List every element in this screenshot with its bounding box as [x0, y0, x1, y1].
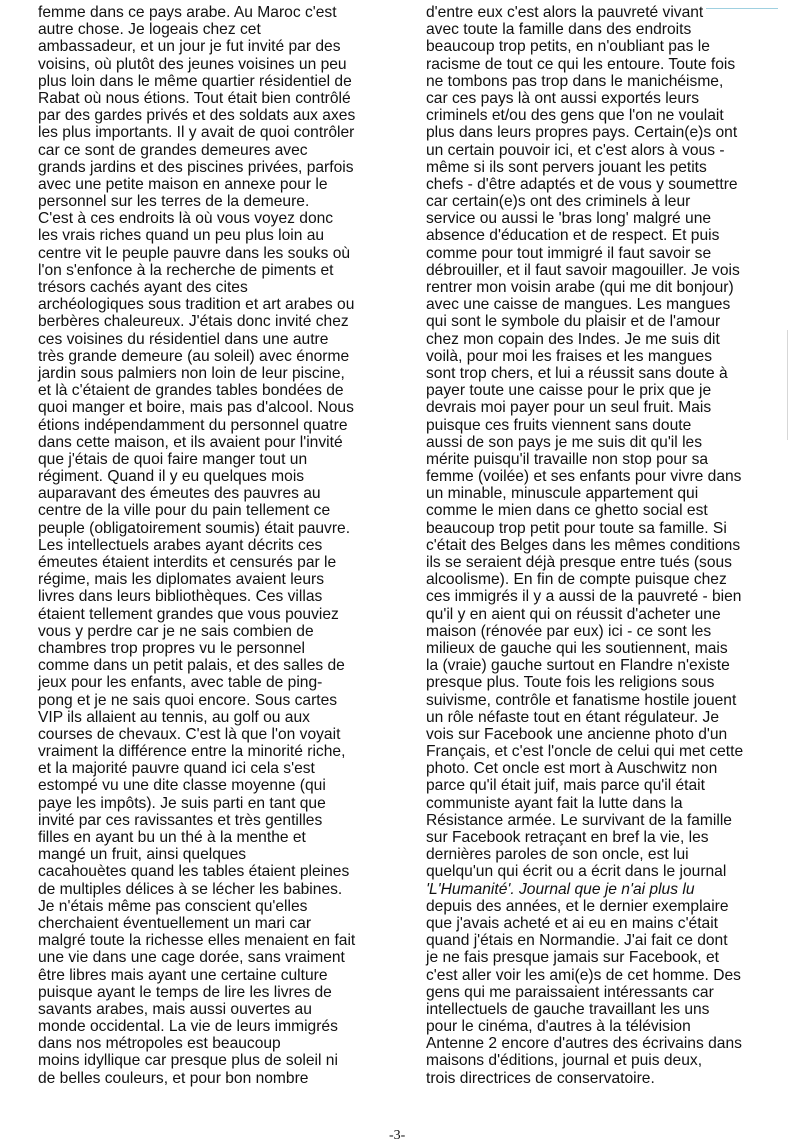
text-line: un minable, minuscule appartement qui: [426, 485, 699, 503]
text-line: chefs - d'être adaptés et de vous y soumettre: [426, 175, 738, 193]
text-line: maison (rénovée par eux) ici - ce sont les: [426, 622, 712, 640]
text-line: racisme de tout ce qui les entoure. Toute fois: [426, 55, 736, 73]
text-line: depuis des années, et le dernier exemplaire: [426, 897, 729, 915]
text-line: avec toute la famille dans des endroits: [426, 21, 692, 39]
text-line: comme le mien dans ce ghetto social est: [426, 502, 708, 520]
text-line: être libres mais ayant une certaine culture: [38, 966, 328, 984]
text-line: chambres trop propres vu le personnel: [38, 639, 305, 657]
text-line: sur Facebook retraçant en bref la vie, les: [426, 829, 709, 846]
text-line: c'est aller voir les ami(e)s de cet homme. Des: [426, 966, 741, 984]
text-line: maisons d'éditions, journal et puis deux,: [426, 1052, 703, 1070]
text-line: sont trop chers, et lui a réussit sans doute à: [426, 364, 728, 382]
text-line: savants arabes, mais aussi ouvertes au: [38, 1000, 312, 1018]
text-line: que j'étais de quoi faire manger tout un: [38, 450, 308, 468]
text-line: femme (voilée) et ses enfants pour vivre dans: [426, 468, 742, 486]
text-line: milieux de gauche qui les soutiennent, mais: [426, 639, 728, 657]
text-line: estompé vu une dite classe moyenne (qui: [38, 777, 326, 795]
text-line: jeux pour les enfants, avec table de ping-: [38, 674, 323, 692]
text-line: la (vraie) gauche surtout en Flandre n'existe: [426, 657, 730, 675]
text-line: beaucoup trop petits, en n'oubliant pas le: [426, 38, 710, 56]
text-line: car ces pays là ont aussi exportés leurs: [426, 89, 700, 107]
text-line: Je n'étais même pas conscient qu'elles: [38, 897, 308, 915]
text-line: très grande demeure (au soleil) avec énorme: [38, 347, 350, 365]
text-line: autre chose. Je logeais chez cet: [38, 21, 261, 39]
text-line: payer toute une caisse pour le prix que je: [426, 382, 712, 400]
text-line: dernières paroles de son oncle, est lui: [426, 846, 689, 864]
text-line: mérite puisqu'il travaille non stop pour sa: [426, 450, 709, 468]
text-line: étions indépendamment du personnel quatre: [38, 416, 348, 434]
text-line: ils se seraient déjà presque entre tués (sous: [426, 554, 732, 571]
text-line: ces immigrés il y a aussi de la pauvreté - bien: [426, 588, 742, 606]
text-line: malgré toute la richesse elles menaient en fait: [38, 932, 356, 950]
text-line: voisins, où plutôt des jeunes voisines un peu: [38, 55, 347, 73]
text-line: je ne fais presque jamais sur Facebook, et: [426, 949, 719, 967]
text-line: régime, mais les diplomates avaient leurs: [38, 571, 325, 589]
text-line: C'est à ces endroits là où vous voyez donc: [38, 210, 334, 228]
text-line: presque plus. Toute fois les religions sous: [426, 674, 715, 692]
text-line: intellectuels de gauche travaillant les uns: [426, 1000, 710, 1018]
text-line: et la majorité pauvre quand ici cela s'est: [38, 760, 315, 778]
text-line: dans nos métropoles est beaucoup: [38, 1035, 281, 1053]
text-line: filles en ayant bu un thé à la menthe et: [38, 829, 306, 846]
text-line: même si ils sont pervers jouant les petits: [426, 158, 707, 176]
text-line: parce qu'il était juif, mais parce qu'il était: [426, 777, 705, 795]
text-line: peuple (obligatoirement soumis) était pauvre.: [38, 519, 351, 537]
text-line: pong et je ne sais quoi encore. Sous cartes: [38, 691, 338, 709]
text-line: de multiples délices à se lécher les babines.: [38, 880, 343, 898]
text-line: d'entre eux c'est alors la pauvreté vivant: [426, 4, 704, 21]
text-line: étaient tellement grandes que vous pouviez: [38, 605, 339, 623]
text-line: par des gardes privés et des soldats aux axes: [38, 107, 356, 125]
text-line: vous y perdre car je ne sais combien de: [38, 622, 314, 640]
text-line: vraiment la différence entre la minorité riche,: [38, 743, 346, 761]
text-line: centre vit le peuple pauvre dans les souks où: [38, 244, 351, 262]
text-line: cherchaient éventuellement un mari car: [38, 914, 312, 932]
text-line: ces voisines du résidentiel dans une autre: [38, 330, 329, 348]
text-line: gens qui me paraissaient intéressants car: [426, 983, 714, 1001]
text-line: suivisme, contrôle et fanatisme hostile jouent: [426, 691, 737, 709]
text-line: ambassadeur, et un jour je fut invité par des: [38, 38, 341, 56]
text-line: alcoolisme). En fin de compte puisque chez: [426, 571, 727, 589]
text-line: les plus importants. Il y avait de quoi contrôler: [38, 124, 355, 142]
text-line: Les intellectuels arabes ayant décrits ces: [38, 536, 323, 554]
text-line: quoi manger et boire, mais pas d'alcool. Nous: [38, 399, 354, 417]
text-line: ne tombons pas trop dans le manichéisme,: [426, 72, 724, 90]
text-line: monde occidental. La vie de leurs immigrés: [38, 1018, 338, 1036]
text-line: qui sont le symbole du plaisir et de l'amour: [426, 313, 721, 331]
text-line: personnel sur les terres de la demeure.: [38, 193, 310, 211]
text-line: absence d'éducation et de respect. Et puis: [426, 227, 720, 245]
text-line: 'L'Humanité'. Journal que je n'ai plus lu: [426, 880, 695, 898]
text-line: puisque ces fruits viennent sans doute: [426, 416, 692, 434]
text-line: chez mon copain des Indes. Je me suis dit: [426, 330, 720, 348]
text-line: aussi de son pays je me suis dit qu'il les: [426, 433, 703, 451]
text-line: un certain pouvoir ici, et c'est alors à vous -: [426, 141, 725, 159]
text-line: avec une caisse de mangues. Les mangues: [426, 296, 731, 314]
text-line: car ce sont de grandes demeures avec: [38, 141, 308, 159]
text-line: paye les impôts). Je suis parti en tant que: [38, 794, 326, 812]
text-line: moins idyllique car presque plus de soleil ni: [38, 1052, 338, 1070]
text-line: un rôle néfaste tout en étant régulateur. Je: [426, 708, 720, 726]
text-line: Rabat où nous étions. Tout était bien contrôlé: [38, 89, 351, 107]
text-line: dans cette maison, et ils avaient pour l'invité: [38, 433, 343, 451]
text-line: service ou aussi le 'bras long' malgré une: [426, 210, 712, 228]
text-line: et là c'étaient de grandes tables bondées de: [38, 382, 344, 400]
text-line: photo. Cet oncle est mort à Auschwitz non: [426, 760, 718, 778]
text-line: comme pour tout immigré il faut savoir se: [426, 244, 712, 262]
text-line: jardin sous palmiers non loin de leur piscine,: [38, 364, 345, 382]
text-line: archéologiques sous tradition et art arabes ou: [38, 296, 355, 314]
text-line: puisque ayant le temps de lire les livres de: [38, 983, 332, 1001]
text-line: pour le cinéma, d'autres à la télévision: [426, 1018, 691, 1036]
text-line: voilà, pour moi les fraises et les mangues: [426, 347, 713, 365]
text-line: communiste ayant fait la lutte dans la: [426, 794, 683, 812]
text-line: criminels et/ou des gens que l'on ne voulait: [426, 107, 724, 125]
text-line: trois directrices de conservatoire.: [426, 1069, 655, 1087]
text-line: émeutes étaient interdits et censurés par le: [38, 554, 337, 571]
text-line: que j'avais acheté et ai eu en mains c'était: [426, 914, 719, 932]
text-line: une vie dans une cage dorée, sans vraiment: [38, 949, 345, 967]
text-line: les vrais riches quand un peu plus loin au: [38, 227, 325, 245]
text-line: Français, et c'est l'oncle de celui qui met cette: [426, 743, 744, 761]
text-line: régiment. Quand il y eu quelques mois: [38, 468, 305, 486]
text-line: de belles couleurs, et pour bon nombre: [38, 1069, 309, 1087]
text-line: Résistance armée. Le survivant de la famille: [426, 811, 732, 829]
text-line: plus dans leurs propres pays. Certain(e)s ont: [426, 124, 738, 142]
text-line: débrouiller, et il faut savoir magouiller. Je vois: [426, 261, 740, 279]
text-line: plus loin dans le même quartier résidentiel de: [38, 72, 352, 90]
text-line: devrais moi payer pour un seul fruit. Mais: [426, 399, 712, 417]
text-line: qu'il y en aient qui on réussit d'acheter une: [426, 605, 721, 623]
text-line: c'était des Belges dans les mêmes conditions: [426, 536, 741, 554]
text-line: trésors cachés ayant des cites: [38, 279, 248, 296]
scan-artifact-right: [787, 330, 788, 440]
text-line: quand j'étais en Normandie. J'ai fait ce dont: [426, 932, 728, 950]
text-line: VIP ils allaient au tennis, au golf ou aux: [38, 708, 310, 726]
text-line: quelqu'un qui écrit ou a écrit dans le journal: [426, 863, 727, 881]
text-line: courses de chevaux. C'est là que l'on voyait: [38, 725, 341, 743]
text-line: femme dans ce pays arabe. Au Maroc c'est: [38, 4, 337, 21]
text-line: berbères chaleureux. J'étais donc invité chez: [38, 313, 349, 331]
text-line: invité par ces ravissantes et très gentilles: [38, 811, 323, 829]
text-line: car certain(e)s ont des criminels à leur: [426, 193, 691, 211]
text-line: l'on s'enfonce à la recherche de piments et: [38, 261, 334, 279]
left-text-column: [38, 4, 374, 1087]
text-line: cacahouètes quand les tables étaient pleines: [38, 863, 350, 881]
text-line: mangé un fruit, ainsi quelques: [38, 846, 247, 864]
text-line: centre de la ville pour du pain tellement ce: [38, 502, 331, 520]
text-line: livres dans leurs bibliothèques. Ces villas: [38, 588, 323, 606]
text-line: auparavant des émeutes des pauvres au: [38, 485, 321, 503]
right-text-column: [426, 4, 772, 1087]
text-line: grands jardins et des piscines privées, parfois: [38, 158, 354, 176]
text-line: beaucoup trop petit pour toute sa famille. Si: [426, 519, 727, 537]
text-line: rentrer mon voisin arabe (qui me dit bonjour): [426, 279, 734, 296]
text-line: Antenne 2 encore d'autres des écrivains dans: [426, 1035, 742, 1053]
text-line: avec une petite maison en annexe pour le: [38, 175, 328, 193]
text-line: comme dans un petit palais, et des salles de: [38, 657, 345, 675]
text-line: vois sur Facebook une ancienne photo d'un: [426, 725, 728, 743]
page-number: -3-: [389, 1128, 406, 1143]
